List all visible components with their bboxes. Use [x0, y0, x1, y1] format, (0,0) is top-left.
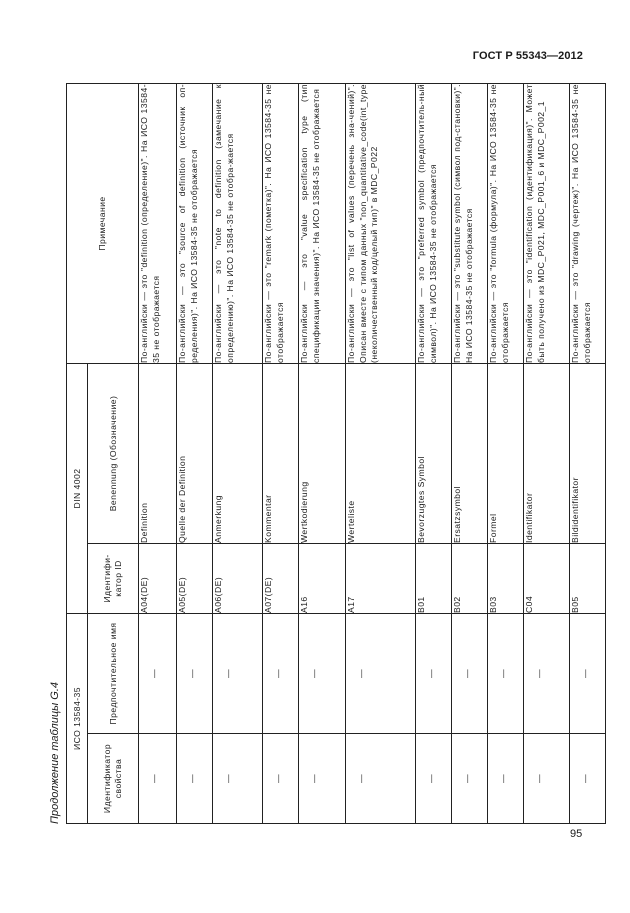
- table-row: [299, 83, 346, 823]
- din-name-cell: Bildidentifikator: [570, 363, 606, 543]
- din-name-cell: Formel: [488, 363, 524, 543]
- data-table: [66, 83, 606, 824]
- header-note: Примечание: [67, 83, 139, 363]
- iso-id-cell: —: [139, 734, 177, 824]
- table-row: [213, 83, 263, 823]
- note-cell: По-английски — это "drawing (чертеж)". На ИСО 13584-35 не отображается: [570, 83, 606, 363]
- standard-designation: ГОСТ Р 55343—2012: [472, 50, 583, 62]
- table-row: [346, 83, 416, 823]
- table-body: [139, 83, 606, 823]
- table-row: [263, 83, 299, 823]
- din-id-cell: A06(DE): [213, 543, 263, 613]
- iso-name-cell: —: [488, 613, 524, 733]
- din-name-cell: Bevorzugtes Symbol: [416, 363, 452, 543]
- header-iso-id: Идентификатор свойства: [88, 734, 139, 824]
- note-cell: По-английски — это "identification (идентификация)". Может быть получено из MDC_P021, MDC_P001_6 и MDC_P002_1: [524, 83, 570, 363]
- iso-name-cell: —: [346, 613, 416, 733]
- header-din-id: Идентифи-катор ID: [88, 543, 139, 613]
- iso-name-cell: —: [299, 613, 346, 733]
- iso-name-cell: —: [416, 613, 452, 733]
- note-cell: По-английски — это "source of definition (источник оп-ределения)". На ИСО 13584-35 не отображается: [177, 83, 213, 363]
- din-id-cell: A16: [299, 543, 346, 613]
- note-cell: По-английски — это "note to definition (замечание к определению)". На ИСО 13584-35 не отобра-жается: [213, 83, 263, 363]
- din-id-cell: B05: [570, 543, 606, 613]
- din-name-cell: Quelle der Definition: [177, 363, 213, 543]
- iso-name-cell: —: [263, 613, 299, 733]
- note-cell: По-английски — это "remark (пометка)". На ИСО 13584-35 не отображается: [263, 83, 299, 363]
- din-name-cell: Identifikator: [524, 363, 570, 543]
- header-group-din: DIN 4002: [67, 363, 88, 613]
- iso-name-cell: —: [177, 613, 213, 733]
- din-name-cell: Definition: [139, 363, 177, 543]
- header-iso-name: Предпочтительное имя: [88, 613, 139, 733]
- table-row: [488, 83, 524, 823]
- iso-id-cell: —: [213, 734, 263, 824]
- note-cell: По-английски — это "formula (формула)". На ИСО 13584-35 не отображается: [488, 83, 524, 363]
- note-cell: По-английски — это "preferred symbol (предпочтитель-ный символ)". На ИСО 13584-35 не отображается: [416, 83, 452, 363]
- table-row: [416, 83, 452, 823]
- din-id-cell: B01: [416, 543, 452, 613]
- iso-id-cell: —: [263, 734, 299, 824]
- note-cell: По-английски — это "value specification type (тип спецификации значения)". На ИСО 13584-35 не отображается: [299, 83, 346, 363]
- table-row: [524, 83, 570, 823]
- din-name-cell: Kommentar: [263, 363, 299, 543]
- table-row: [177, 83, 213, 823]
- rotated-table-block: [45, 83, 592, 824]
- din-id-cell: A04(DE): [139, 543, 177, 613]
- note-cell: По-английски — это "definition (определение)". На ИСО 13584-35 не отображается: [139, 83, 177, 363]
- page-number: 95: [570, 828, 583, 840]
- iso-id-cell: —: [488, 734, 524, 824]
- table-row: [139, 83, 177, 823]
- din-id-cell: B03: [488, 543, 524, 613]
- din-id-cell: A05(DE): [177, 543, 213, 613]
- note-cell: По-английски — это "list of values (перечень зна-чений)". Описан вместе с типом данных "non_quantitative_code(int_type (неколичественный код/целый тип)" в MDC_P022: [346, 83, 416, 363]
- iso-id-cell: —: [524, 734, 570, 824]
- din-name-cell: Werteliste: [346, 363, 416, 543]
- iso-name-cell: —: [139, 613, 177, 733]
- din-name-cell: Ersatzsymbol: [452, 363, 488, 543]
- iso-id-cell: —: [452, 734, 488, 824]
- iso-name-cell: —: [213, 613, 263, 733]
- din-id-cell: B02: [452, 543, 488, 613]
- table-row: [570, 83, 606, 823]
- table-row: [452, 83, 488, 823]
- iso-name-cell: —: [524, 613, 570, 733]
- header-din-name: Benennung (Обозначение): [88, 363, 139, 543]
- din-id-cell: A17: [346, 543, 416, 613]
- din-id-cell: A07(DE): [263, 543, 299, 613]
- iso-name-cell: —: [570, 613, 606, 733]
- iso-id-cell: —: [570, 734, 606, 824]
- iso-id-cell: —: [299, 734, 346, 824]
- iso-id-cell: —: [416, 734, 452, 824]
- iso-name-cell: —: [452, 613, 488, 733]
- header-group-iso: ИСО 13584-35: [67, 613, 88, 823]
- note-cell: По-английски — это "substitute symbol (символ под-становки)". На ИСО 13584-35 не отображается: [452, 83, 488, 363]
- iso-id-cell: —: [346, 734, 416, 824]
- din-id-cell: C04: [524, 543, 570, 613]
- din-name-cell: Anmerkung: [213, 363, 263, 543]
- iso-id-cell: —: [177, 734, 213, 824]
- din-name-cell: Wertkodierung: [299, 363, 346, 543]
- table-caption: Продолжение таблицы G.4: [49, 682, 61, 824]
